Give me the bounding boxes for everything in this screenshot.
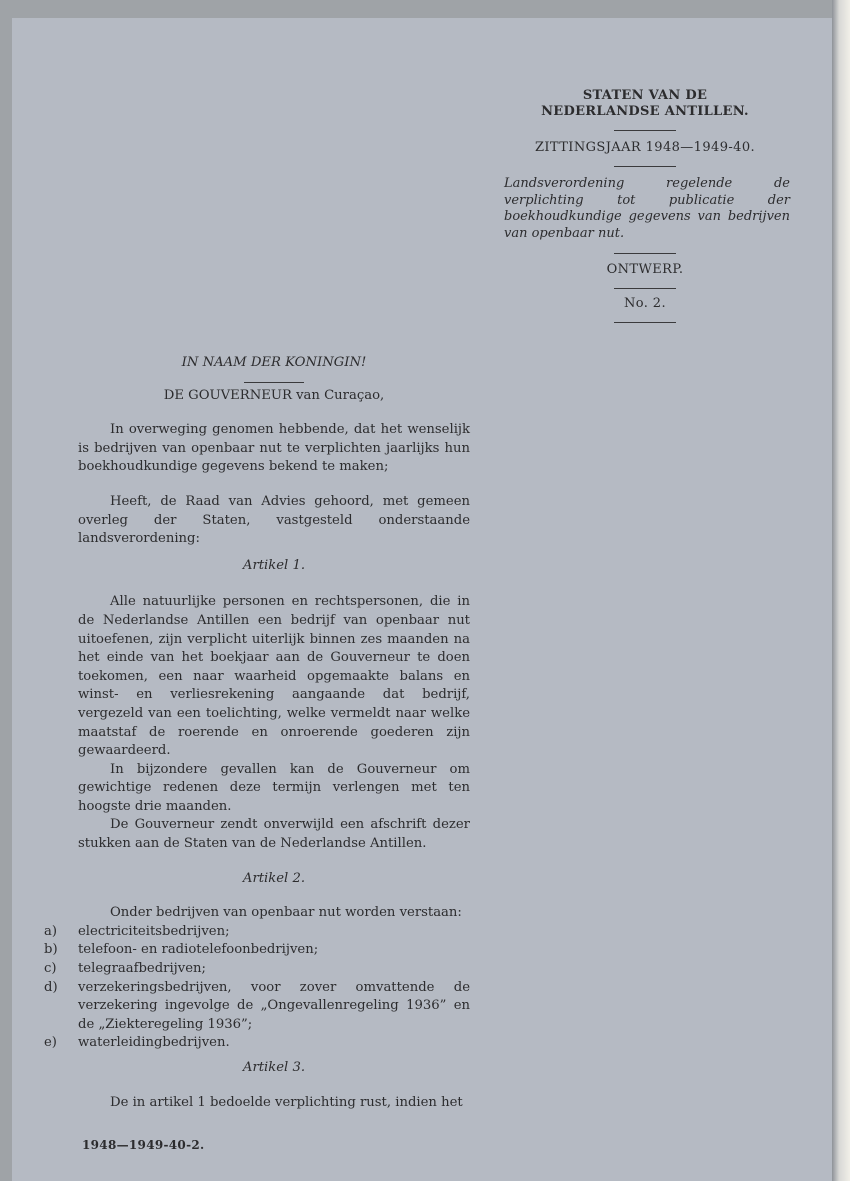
list-item-text: telegraafbedrijven; <box>78 961 206 977</box>
preamble-consideration: In overweging genomen hebbende, dat het wenselijk is bedrijven van openbaar nut te verplichten jaarlijks hun boekhoudkundige gegevens bekend te maken; <box>78 422 470 475</box>
divider <box>244 382 304 383</box>
institution-line2: NEDERLANDSE ANTILLEN. <box>541 104 749 119</box>
institution-line1: STATEN VAN DE <box>582 88 708 103</box>
divider <box>614 166 676 167</box>
public-utility-list <box>44 923 470 1053</box>
governor-line: DE GOUVERNEUR van Curaçao, <box>163 387 385 403</box>
list-item <box>44 960 470 979</box>
article-1-title: Artikel 1. <box>242 557 306 573</box>
list-item <box>44 1034 470 1053</box>
article-1-paragraph-1: Alle natuurlijke personen en rechtspersonen, die in de Nederlandse Antillen een bedrijf van openbaar nut uitoefenen, zijn verplicht uiterlijk binnen zes maanden na het einde van het boekjaar aan de Gouverneur te doen toekomen, een naar waarheid opgemaakte balans en winst- en verliesrekening aangaande dat bedrijf, vergezeld van een toelichting, welke vermeldt naar welke maatstaf de roerende en onroerende goederen zijn gewaardeerd. <box>78 594 470 759</box>
list-item-label: d) <box>44 979 58 995</box>
main-text <box>44 354 470 1112</box>
list-item-label: e) <box>44 1035 57 1051</box>
ordinance-description: Landsverordening regelende de verplichting tot publicatie der boekhoudkundige gegevens van bedrijven van openbaar nut. <box>504 176 790 241</box>
list-item-label: c) <box>44 961 57 977</box>
document-code: 1948—1949-40-2. <box>82 1138 205 1152</box>
invocation: IN NAAM DER KONINGIN! <box>181 355 367 370</box>
divider <box>614 253 676 254</box>
session-year: ZITTINGSJAAR 1948—1949-40. <box>534 140 756 155</box>
article-2-title: Artikel 2. <box>242 870 306 886</box>
list-item-text: telefoon- en radiotelefoonbedrijven; <box>78 942 319 958</box>
list-item-text: verzekeringsbedrijven, voor zover omvattende de verzekering ingevolge de „Ongevallenregeling 1936” en de „Ziekteregeling 1936”; <box>78 979 470 1032</box>
document-number: No. 2. <box>623 296 667 311</box>
list-item-text: waterleidingbedrijven. <box>78 1035 230 1051</box>
divider <box>614 288 676 289</box>
article-3-paragraph-1: De in artikel 1 bedoelde verplichting rust, indien het <box>110 1094 463 1110</box>
list-item-label: b) <box>44 942 58 958</box>
draft-label: ONTWERP. <box>606 262 684 277</box>
divider <box>614 322 676 323</box>
list-item-label: a) <box>44 923 58 939</box>
preamble-enactment: Heeft, de Raad van Advies gehoord, met gemeen overleg der Staten, vastgesteld onderstaande landsverordening: <box>78 493 470 547</box>
article-2-intro: Onder bedrijven van openbaar nut worden verstaan: <box>110 905 462 921</box>
list-item <box>44 923 470 942</box>
article-3-title: Artikel 3. <box>242 1060 306 1075</box>
divider <box>614 130 676 131</box>
list-item-text: electriciteitsbedrijven; <box>78 923 230 939</box>
list-item <box>44 979 470 1035</box>
article-1-paragraph-2: In bijzondere gevallen kan de Gouverneur om gewichtige redenen deze termijn verlengen met ten hoogste drie maanden. <box>78 761 470 814</box>
header-block <box>500 88 790 323</box>
page-edge <box>832 0 850 1181</box>
article-1-paragraph-3: De Gouverneur zendt onverwijld een afschrift dezer stukken aan de Staten van de Nederlandse Antillen. <box>78 817 470 852</box>
list-item <box>44 941 470 960</box>
